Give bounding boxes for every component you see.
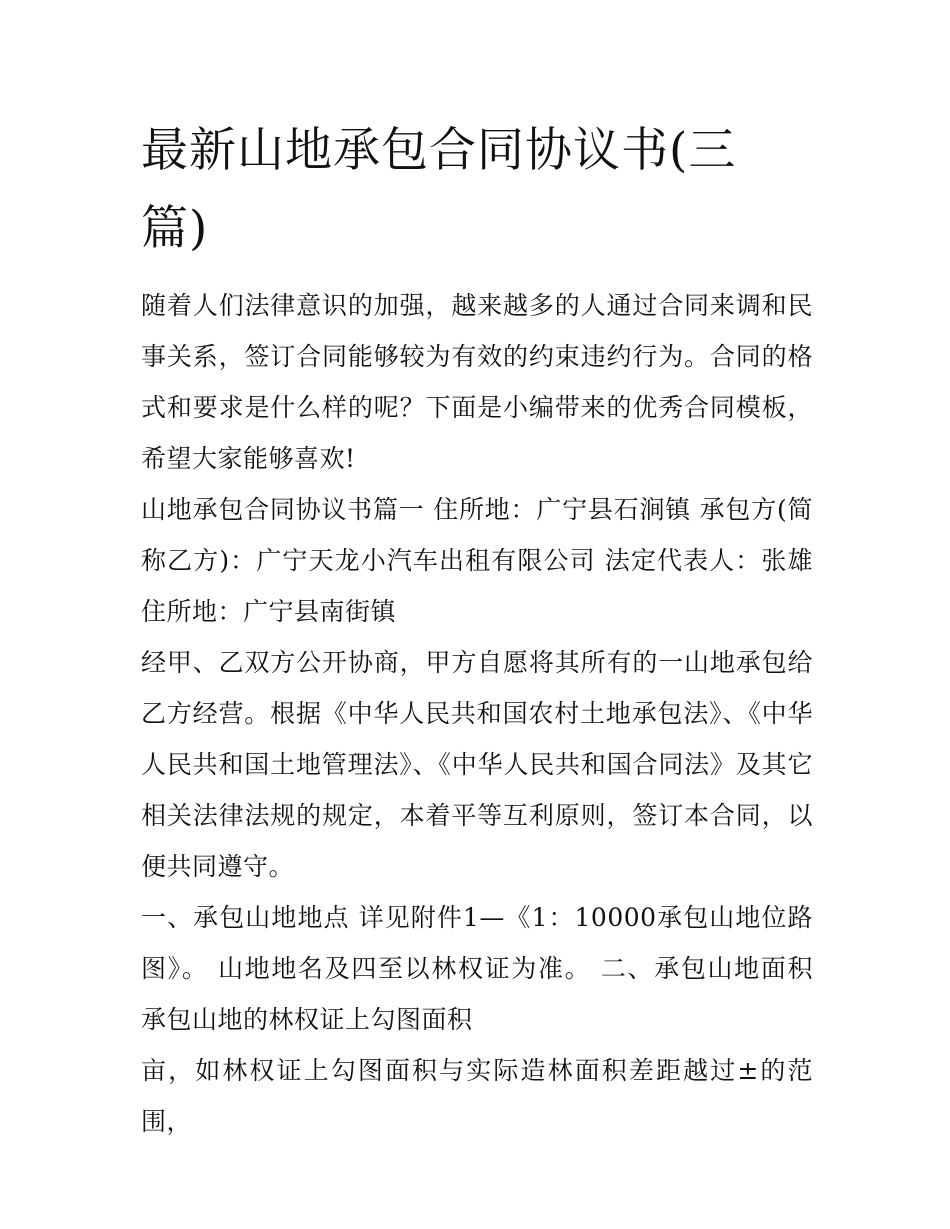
paragraph-clause-location-area: 一、承包山地地点 详见附件1—《1：10000承包山地位路图》。 山地地名及四至以林权证为准。 二、承包山地面积 承包山地的林权证上勾图面积 <box>141 903 813 1034</box>
paragraph-parties: 山地承包合同协议书篇一 住所地：广宁县石涧镇 承包方(简称乙方)：广宁天龙小汽车出租有限公司 法定代表人：张雄 住所地：广宁县南街镇 <box>141 495 813 626</box>
paragraph-agreement-basis: 经甲、乙双方公开协商，甲方自愿将其所有的一山地承包给乙方经营。根据《中华人民共和国农村土地承包法》、《中华人民共和国土地管理法》、《中华人民共和国合同法》及其它相关法律法规的规定，本着平等互利原则，签订本合同，以便共同遵守。 <box>141 648 813 881</box>
document-title: 最新山地承包合同协议书(三篇) <box>141 123 737 256</box>
paragraph-clause-area-continued: 亩，如林权证上勾图面积与实际造林面积差距越过±的范围， <box>141 1056 813 1136</box>
document-body <box>141 112 813 1147</box>
paragraph-intro: 随着人们法律意识的加强，越来越多的人通过合同来调和民事关系，签订合同能够较为有效的约束违约行为。合同的格式和要求是什么样的呢？下面是小编带来的优秀合同模板，希望大家能够喜欢! <box>141 291 813 473</box>
document-content <box>141 280 813 1147</box>
